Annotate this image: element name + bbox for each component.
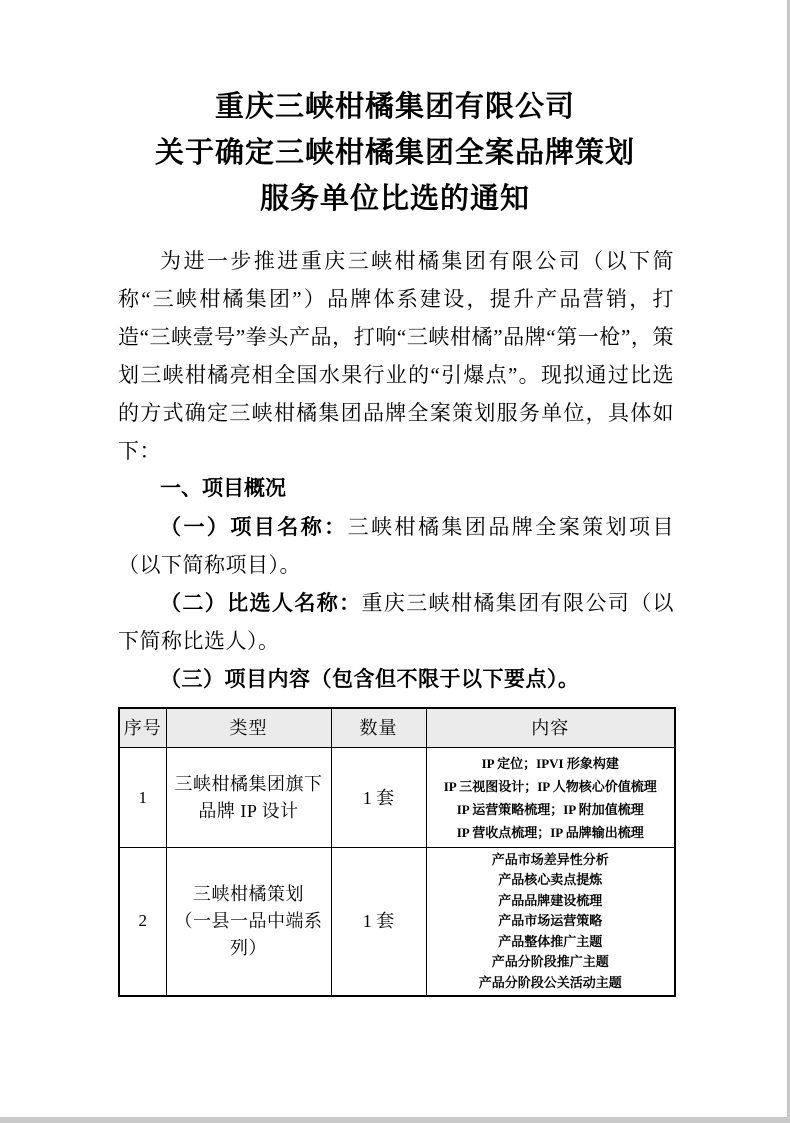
content-line: IP 三视图设计；IP 人物核心价值梳理 xyxy=(443,778,657,794)
type-line: 三峡柑橘策划 xyxy=(193,883,304,904)
content-line: 产品市场差异性分析 xyxy=(491,851,609,867)
content-line: 产品品牌建设梳理 xyxy=(498,892,603,908)
content-line: 产品整体推广主题 xyxy=(498,933,603,949)
table-row xyxy=(119,848,675,996)
content-cell xyxy=(426,748,675,848)
document-title xyxy=(100,84,690,222)
item-label: （二）比选人名称： xyxy=(160,591,362,615)
type-cell: 三峡柑橘集团旗下品牌 IP 设计 xyxy=(166,748,331,848)
item-project-name xyxy=(118,508,674,584)
quantity-cell: 1 套 xyxy=(331,748,426,848)
title-line-1: 重庆三峡柑橘集团有限公司 xyxy=(214,91,575,123)
project-content-table xyxy=(118,707,676,997)
content-cell xyxy=(426,848,675,996)
title-line-2: 关于确定三峡柑橘集团全案品牌策划 xyxy=(154,137,635,169)
content-line: IP 营收点梳理；IP 品牌输出梳理 xyxy=(456,824,644,840)
item-text: 重庆三峡柑橘集团有限公司（以下简称比选人）。 xyxy=(118,591,675,653)
type-cell xyxy=(166,848,331,996)
header-cell-quantity: 数量 xyxy=(331,708,426,748)
content-line: IP 定位；IPVI 形象构建 xyxy=(481,755,619,771)
document-body xyxy=(118,242,674,997)
row-number-cell: 1 xyxy=(119,748,166,848)
content-line: 产品分阶段公关活动主题 xyxy=(478,974,622,990)
header-cell-number: 序号 xyxy=(119,708,166,748)
content-line: 产品市场运营策略 xyxy=(498,913,603,928)
item-label: （三）项目内容 xyxy=(160,667,311,691)
table-header-row xyxy=(119,708,675,748)
quantity-cell: 1 套 xyxy=(331,848,426,996)
title-line-3: 服务单位比选的通知 xyxy=(259,183,530,215)
item-text: 三峡柑橘集团品牌全案策划项目（以下简称项目）。 xyxy=(118,515,675,577)
content-line: 产品分阶段推广主题 xyxy=(491,954,609,969)
header-cell-type: 类型 xyxy=(166,708,331,748)
item-label: （一）项目名称： xyxy=(160,515,348,539)
item-project-content xyxy=(118,660,674,698)
type-line: （一县一品中端系列） xyxy=(174,910,323,958)
table-row xyxy=(119,748,675,848)
intro-paragraph: 为进一步推进重庆三峡柑橘集团有限公司（以下简称“三峡柑橘集团”）品牌体系建设，提升产品营销，打造“三峡壹号”拳头产品，打响“三峡柑橘”品牌“第一枪”，策划三峡柑橘亮相全国水果行业的“引爆点”。现拟通过比选的方式确定三峡柑橘集团品牌全案策划服务单位，具体如下： xyxy=(118,249,674,463)
header-cell-content: 内容 xyxy=(426,708,675,748)
content-line: 产品核心卖点提炼 xyxy=(498,872,603,887)
content-line: IP 运营策略梳理；IP 附加值梳理 xyxy=(456,801,644,817)
section-heading: 一、项目概况 xyxy=(160,477,286,500)
item-text: （包含但不限于以下要点）。 xyxy=(310,667,580,691)
row-number-cell: 2 xyxy=(119,848,166,996)
item-selector-name xyxy=(118,584,674,660)
page-edge-bottom xyxy=(0,1117,790,1123)
